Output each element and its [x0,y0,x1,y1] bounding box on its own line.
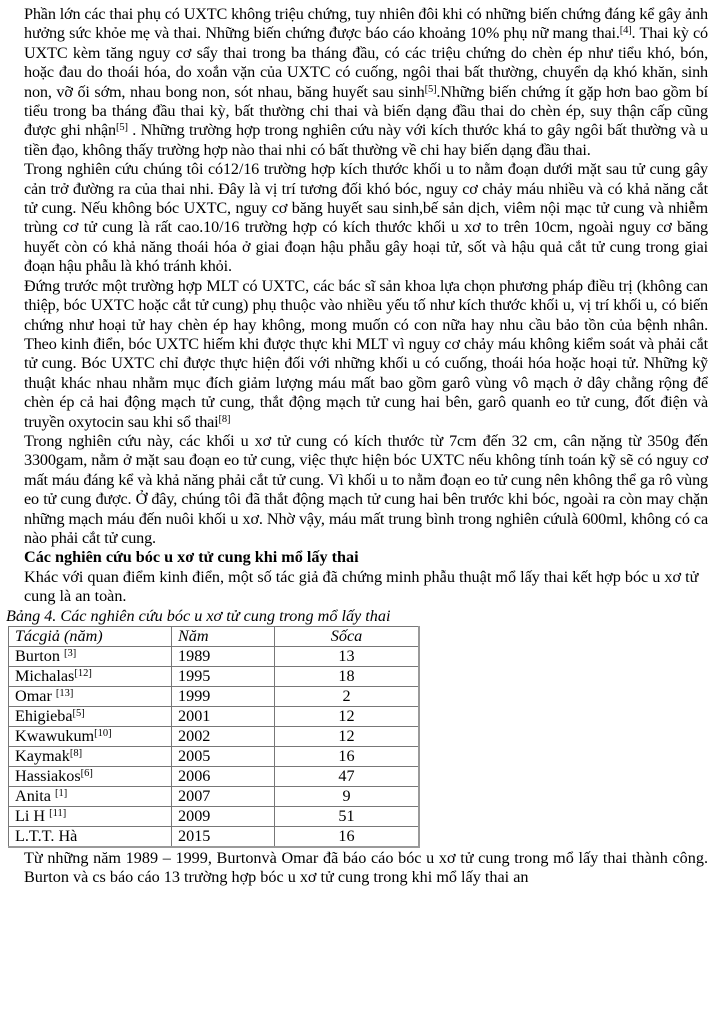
author-name: Hassiakos [15,766,81,785]
paragraph-complications [24,5,708,160]
section-intro: Khác với quan điểm kinh điển, một số tác giả đã chứng minh phẫu thuật mổ lấy thai kết hợp bóc u xơ tử cung là an toàn. [24,567,699,606]
cell-year: 2007 [172,786,275,806]
cell-year: 1989 [172,646,275,666]
table-row [9,786,420,806]
paragraph-study-results: Trong nghiên cứu này, các khối u xơ tử cung có kích thước từ 7cm đến 32 cm, cân nặng từ 350g đến 3300gam, nằm ở mặt sau đoạn eo tử cung, việc thực hiện bóc UXTC nếu không tính toán kỹ sẽ có nguy cơ mất máu đáng kể và khả năng phải cắt tử cung. Vì khối u to nằm đoạn eo tử cung nên không thể ga rô vùng eo tử cung được. Ở đây, chúng tôi đã thắt động mạch tử cung hai bên trước khi bóc, ngoài ra còn may chặn những mạch máu đến nuôi khối u xơ. Nhờ vậy, máu mất trung bình trong nghiên cứulà 600ml, không có ca nào phải cắt tử cung. [24,431,708,547]
cell-author [9,746,172,766]
citation: [5] [116,122,128,134]
cell-year: 2001 [172,706,275,726]
table-caption: Bảng 4. Các nghiên cứu bóc u xơ tử cung trong mổ lấy thai [6,606,391,625]
author-name: Anita [15,786,56,805]
citation: [6] [80,767,93,779]
cell-author [9,666,172,686]
table-header-row [9,626,420,646]
table-row [9,766,420,786]
cell-year: 2005 [172,746,275,766]
cell-author [9,766,172,786]
author-name: Omar [15,686,56,705]
citation: [11] [49,807,67,819]
citation: [8] [69,747,83,759]
citation: [3] [64,647,77,659]
cell-year: 2015 [172,826,275,847]
cell-cases: 18 [275,666,420,686]
author-name: Kaymak [15,746,70,765]
cell-cases: 13 [275,646,420,666]
table-row [9,666,420,686]
cell-cases: 12 [275,706,420,726]
author-name: L.T.T. Hà [15,826,78,845]
document-page [6,5,708,887]
table-row [9,826,420,847]
paragraph-treatment-options [24,277,708,432]
cell-cases: 47 [275,766,420,786]
citation: [1] [55,787,68,799]
cell-cases: 2 [275,686,420,706]
header-author: Tácgiả (năm) [9,626,172,646]
cell-year: 2006 [172,766,275,786]
cell-author [9,806,172,826]
paragraph-text: Đứng trước một trường hợp MLT có UXTC, các bác sĩ sản khoa lựa chọn phương pháp điều trị (không can thiệp, bóc UXTC hoặc cắt tử cung) phụ thuộc vào nhiều yếu tố như kích thước khối u, vị trí khối u, có biến chứng như hoại tử hay chèn ép hay không, mong muốn có con nữa hay nhu cầu bảo tồn của bệnh nhân. Theo kinh điển, bóc UXTC hiếm khi được thực khi MLT vì nguy cơ chảy máu không kiểm soát và phải cắt tử cung. Bóc UXTC chỉ được thực hiện đối với những khối u có cuống, thoái hóa hoặc hoại tử. Những kỹ thuật khác nhau nhằm mục đích giảm lượng máu mất bao gồm garô vùng vô mạch ở dây chằng rộng để chèn ép cả hai động mạch tử cung, thắt động mạch tử cung hai bên, garô quanh eo tử cung, đốt điện và truyền oxytocin sau khi sổ thai [24,276,708,431]
paragraph-text: . Những trường hợp trong nghiên cứu này với kích thước khá to gây ngôi bất thường và u tiền đạo, không thấy trường hợp nào thai nhi có bất thường về chi hay biến dạng đầu thai. [24,121,708,159]
table-row [9,726,420,746]
cell-year: 1995 [172,666,275,686]
author-name: Kwawukum [15,726,95,745]
studies-table [8,626,420,848]
cell-cases: 9 [275,786,420,806]
author-name: Li H [15,806,50,825]
cell-author [9,686,172,706]
citation: [10] [94,727,112,739]
section-heading: Các nghiên cứu bóc u xơ tử cung khi mổ lấy thai [24,548,359,567]
cell-cases: 16 [275,826,420,847]
table-row [9,646,420,666]
cell-year: 1999 [172,686,275,706]
table-row [9,746,420,766]
cell-cases: 51 [275,806,420,826]
cell-author [9,646,172,666]
citation: [12] [74,667,92,679]
cell-year: 2002 [172,726,275,746]
citation: [13] [55,687,74,699]
header-year: Năm [172,626,275,646]
citation: [5] [72,707,85,719]
paragraph-text: . Thai kỳ có UXTC kèm tăng nguy cơ sẩy thai trong ba tháng đầu, có các triệu chứng do chèn ép như tiểu khó, bón, hoặc đau do thoái hóa, do xoắn vặn của UXTC có cuống, ngôi thai bất thường, chuyển dạ khó khăn, sinh non, vỡ ối sớm, nhau bong non, sót nhau, băng huyết sau sinh [24,24,708,101]
table-row [9,806,420,826]
citation: [5] [424,83,437,95]
cell-author [9,826,172,847]
header-cases: Sốca [275,626,420,646]
table-row [9,686,420,706]
author-name: Burton [15,646,65,665]
paragraph-text: Phần lớn các thai phụ có UXTC không triệu chứng, tuy nhiên đôi khi có những biến chứng đáng kể gây ảnh hưởng sức khỏe mẹ và thai. Những biến chứng được báo cáo khoảng 10% phụ nữ mang thai. [24,5,708,43]
cell-author [9,726,172,746]
cell-cases: 12 [275,726,420,746]
citation: [8] [218,413,231,425]
citation: [4] [619,25,632,37]
cell-author [9,706,172,726]
paragraph-study-location: Trong nghiên cứu chúng tôi có12/16 trường hợp kích thước khối u to nằm đoạn dưới mặt sau tử cung gây cản trở đường ra của thai nhi. Đây là vị trí tương đối khó bóc, nguy cơ chảy máu nhiều và có khả năng cắt tử cung. Nếu không bóc UXTC, nguy cơ băng huyết sau sinh,bế sản dịch, viêm nội mạc tử cung và nhiễm trùng cơ tử cung là rất cao.10/16 trường hợp có kích thước khối u xơ to trên 10cm, ngoài nguy cơ băng huyết còn có khả năng thoái hóa ở giai đoạn hậu phẫu gây hoại tử, sốt và hậu quả cắt tử cung trong giai đoạn hậu phẫu là khó tránh khỏi. [24,160,708,276]
paragraph-text: .Những biến chứng ít gặp hơn bao gồm bí tiểu trong ba tháng đầu thai kỳ, bất thường chi thai và biến dạng đầu thai do chèn ép, suy thận cấp cũng được ghi nhận [24,82,708,140]
cell-author [9,786,172,806]
table-row [9,706,420,726]
cell-year: 2009 [172,806,275,826]
paragraph-closing: Từ những năm 1989 – 1999, Burtonvà Omar đã báo cáo bóc u xơ tử cung trong mổ lấy thai thành công. Burton và cs báo cáo 13 trường hợp bóc u xơ tử cung trong khi mổ lấy thai an [24,848,708,886]
cell-cases: 16 [275,746,420,766]
author-name: Michalas [15,666,75,685]
author-name: Ehigieba [15,706,73,725]
